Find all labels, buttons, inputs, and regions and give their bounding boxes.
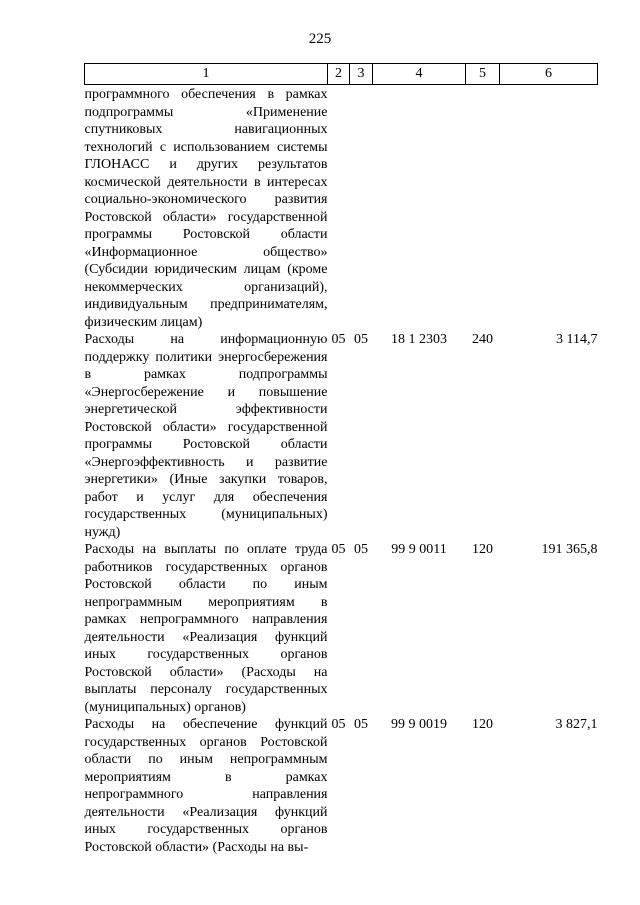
header-col-3: 3 [350,64,373,85]
row-section: 05 [331,332,346,347]
table-row [85,541,598,716]
table-row [85,331,598,541]
row-section [328,85,350,332]
row-expense-type: 120 [472,542,493,557]
row-description: Расходы на обеспечение функций государственных органов Ростовской области по иным непрограммным мероприятиям в рамках непрограммного направления деятельности «Реализация функций иных государственных органов Ростовской области» (Расходы на вы- [84,717,328,855]
row-section: 05 [331,717,346,732]
page-number: 225 [308,31,332,47]
row-description: Расходы на информационную поддержку политики энергосбережения в рамках подпрограммы «Энергосбережение и повышение энергетической эффективности Ростовской области» государственной программы Ростовской области «Энергоэффективность и развитие энергетики» (Иные закупки товаров, работ и услуг для обеспечения государственных (муниципальных) нужд) [84,332,328,540]
row-expense-type: 120 [472,717,493,732]
table-row [85,716,598,856]
row-amount: 191 365,8 [541,542,598,557]
row-amount [500,85,598,332]
row-target-article [373,85,466,332]
header-col-4: 4 [373,64,466,85]
row-target-article: 99 9 0011 [391,542,447,557]
row-target-article: 18 1 2303 [391,332,447,347]
row-amount: 3 827,1 [555,717,598,732]
header-col-2: 2 [328,64,350,85]
row-amount: 3 114,7 [556,332,598,347]
row-expense-type: 240 [472,332,493,347]
header-col-1: 1 [85,64,328,85]
row-subsection: 05 [354,717,368,732]
header-col-6: 6 [500,64,598,85]
row-description: программного обеспечения в рамках подпрограммы «Применение спутниковых навигационных технологий с использованием системы ГЛОНАСС и других результатов космической деятельности в интересах социально-экономического развития Ростовской области» государственной программы Ростовской области «Информационное общество» (Субсидии юридическим лицам (кроме некоммерческих организаций), индивидуальным предпринимателям, физическим лицам) [84,87,328,330]
row-subsection: 05 [354,332,368,347]
row-expense-type [466,85,500,332]
header-col-5: 5 [466,64,500,85]
row-description: Расходы на выплаты по оплате труда работников государственных органов Ростовской области по иным непрограммным мероприятиям в рамках непрограммного направления деятельности «Реализация функций иных государственных органов Ростовской области» (Расходы на выплаты персоналу государственных (муниципальных) органов) [84,542,328,715]
row-subsection [350,85,373,332]
row-target-article: 99 9 0019 [391,717,447,732]
row-subsection: 05 [354,542,368,557]
row-section: 05 [331,542,346,557]
table-row [85,85,598,332]
budget-table [84,63,598,856]
table-header-row [85,64,598,85]
